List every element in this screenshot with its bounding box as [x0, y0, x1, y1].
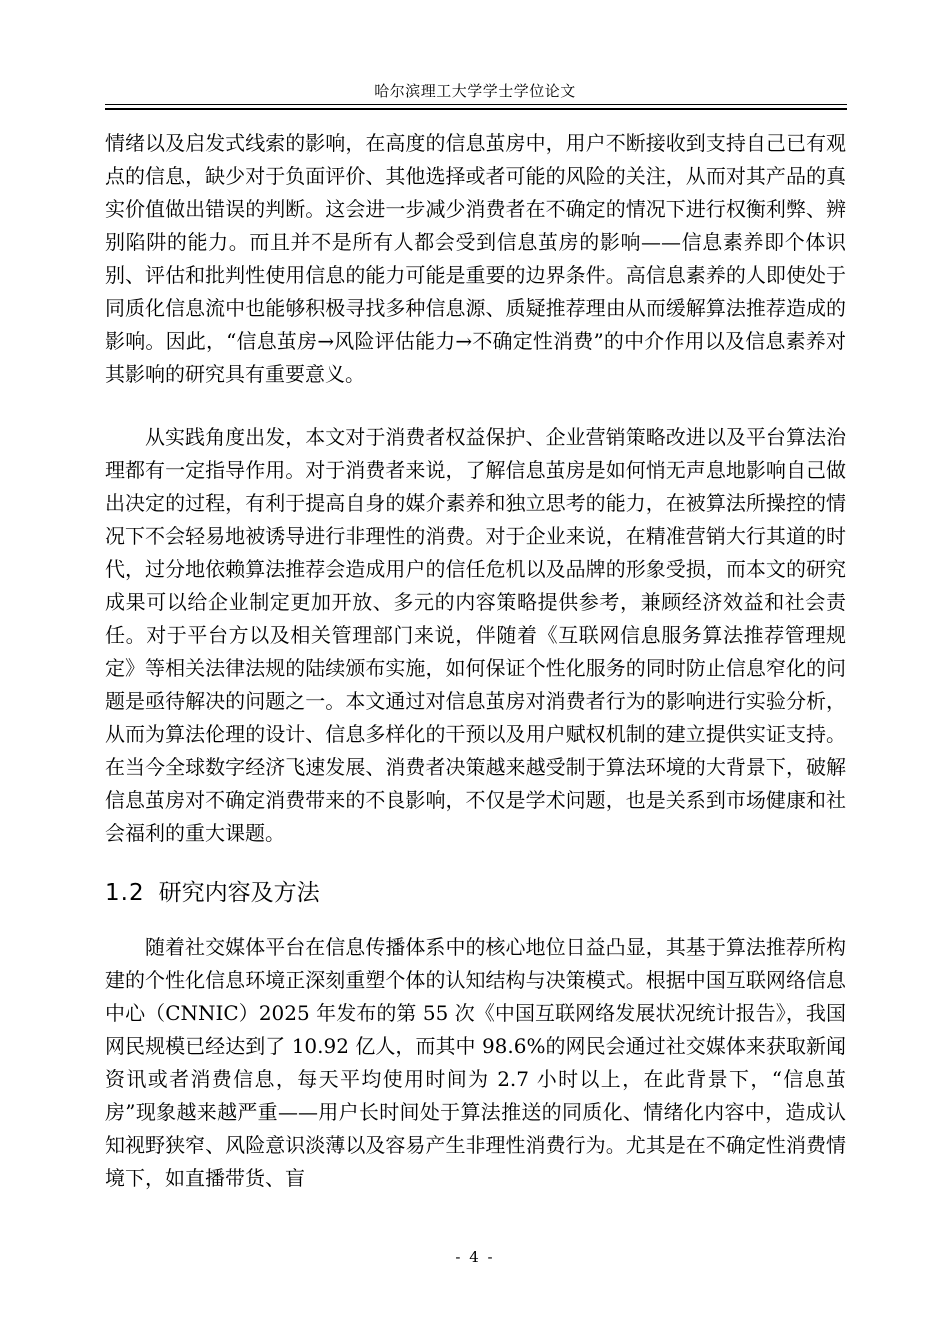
header-rule-thin — [105, 104, 847, 105]
paragraph-block-3 — [105, 931, 846, 1195]
paragraph-research-content: 随着社交媒体平台在信息传播体系中的核心地位日益凸显，其基于算法推荐所构建的个性化信息环境正深刻重塑个体的认知结构与决策模式。根据中国互联网络信息中心（CNNIC）2025 年发布的第 55 次《中国互联网络发展状况统计报告》，我国网民规模已经达到了 10.92 亿人，而其中 98.6%的网民会通过社交媒体来获取新闻资讯或者消费信息，每天平均使用时间为 2.7 小时以上，在此背景下，“信息茧房”现象越来越严重——用户长时间处于算法推送的同质化、情绪化内容中，造成认知视野狭窄、风险意识淡薄以及容易产生非理性消费行为。尤其是在不确定性消费情境下，如直播带货、盲 — [105, 935, 846, 1190]
section-heading — [105, 877, 320, 909]
page-number: - 4 - — [455, 1248, 495, 1266]
paragraph-block-2 — [105, 421, 846, 850]
section-title: 研究内容及方法 — [158, 880, 320, 906]
running-header: 哈尔滨理工大学学士学位论文 — [374, 82, 576, 100]
paragraph-block-1 — [105, 127, 846, 391]
section-number: 1.2 — [105, 880, 145, 906]
header-rule-thick — [105, 108, 847, 110]
paragraph-continuation: 情绪以及启发式线索的影响，在高度的信息茧房中，用户不断接收到支持自己已有观点的信息，缺少对于负面评价、其他选择或者可能的风险的关注，从而对其产品的真实价值做出错误的判断。这会进一步减少消费者在不确定的情况下进行权衡利弊、辨别陷阱的能力。而且并不是所有人都会受到信息茧房的影响——信息素养即个体识别、评估和批判性使用信息的能力可能是重要的边界条件。高信息素养的人即使处于同质化信息流中也能够积极寻找多种信息源、质疑推荐理由从而缓解算法推荐造成的影响。因此，“信息茧房→风险评估能力→不确定性消费”的中介作用以及信息素养对其影响的研究具有重要意义。 — [105, 131, 846, 386]
paragraph-practical-significance: 从实践角度出发，本文对于消费者权益保护、企业营销策略改进以及平台算法治理都有一定指导作用。对于消费者来说，了解信息茧房是如何悄无声息地影响自己做出决定的过程，有利于提高自身的媒介素养和独立思考的能力，在被算法所操控的情况下不会轻易地被诱导进行非理性的消费。对于企业来说，在精准营销大行其道的时代，过分地依赖算法推荐会造成用户的信任危机以及品牌的形象受损，而本文的研究成果可以给企业制定更加开放、多元的内容策略提供参考，兼顾经济效益和社会责任。对于平台方以及相关管理部门来说，伴随着《互联网信息服务算法推荐管理规定》等相关法律法规的陆续颁布实施，如何保证个性化服务的同时防止信息窄化的问题是亟待解决的问题之一。本文通过对信息茧房对消费者行为的影响进行实验分析，从而为算法伦理的设计、信息多样化的干预以及用户赋权机制的建立提供实证支持。在当今全球数字经济飞速发展、消费者决策越来越受制于算法环境的大背景下，破解信息茧房对不确定消费带来的不良影响，不仅是学术问题，也是关系到市场健康和社会福利的重大课题。 — [105, 425, 846, 845]
